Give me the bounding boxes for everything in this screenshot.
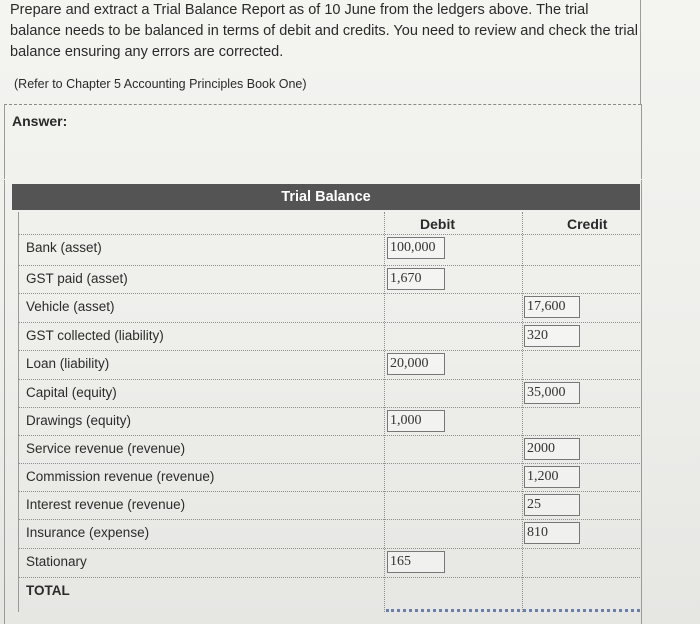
- row-divider: [18, 463, 640, 464]
- row-account-label: Insurance (expense): [26, 524, 150, 540]
- row-account-label: Bank (asset): [26, 239, 102, 255]
- credit-value-cell[interactable]: 25: [524, 494, 580, 516]
- row-account-label: GST paid (asset): [26, 270, 128, 286]
- row-divider: [18, 519, 640, 520]
- row-divider: [18, 350, 640, 351]
- bottom-dotted-border: [386, 609, 640, 616]
- grid-left-border: [18, 212, 19, 612]
- question-text: Prepare and extract a Trial Balance Report as of 10 June from the ledgers above. The trial balance needs to be balanced in terms of debit and credits. You need to review and check the trial balance ensuring any errors are corrected.: [10, 2, 638, 60]
- debit-value-cell[interactable]: 100,000: [387, 237, 445, 259]
- credit-value-cell[interactable]: 1,200: [524, 466, 580, 488]
- debit-value-cell[interactable]: 165: [387, 551, 445, 573]
- credit-column-header: Credit: [567, 216, 608, 232]
- grid-credit-divider: [522, 212, 523, 612]
- row-divider: [18, 265, 640, 266]
- answer-label: Answer:: [12, 113, 68, 129]
- row-account-label: Service revenue (revenue): [26, 440, 186, 456]
- credit-value-cell[interactable]: 35,000: [524, 382, 580, 404]
- row-divider: [18, 407, 640, 408]
- grid-debit-divider: [384, 212, 385, 612]
- row-divider: [18, 548, 640, 549]
- row-divider: [18, 491, 640, 492]
- row-account-label: Drawings (equity): [26, 412, 132, 428]
- credit-value-cell[interactable]: 17,600: [524, 296, 580, 318]
- chapter-reference-note: (Refer to Chapter 5 Accounting Principles Book One): [14, 77, 307, 91]
- credit-value-cell[interactable]: 2000: [524, 438, 580, 460]
- debit-value-cell[interactable]: 20,000: [387, 353, 445, 375]
- debit-value-cell[interactable]: 1,670: [387, 268, 445, 290]
- row-account-label: Commission revenue (revenue): [26, 468, 215, 484]
- debit-column-header: Debit: [420, 216, 455, 232]
- row-divider: [18, 577, 640, 578]
- row-divider: [18, 293, 640, 294]
- row-account-label: Stationary: [26, 553, 87, 569]
- row-account-label: Interest revenue (revenue): [26, 496, 186, 512]
- total-label: TOTAL: [26, 582, 70, 598]
- row-divider: [18, 322, 640, 323]
- credit-value-cell[interactable]: 320: [524, 325, 580, 347]
- row-divider: [18, 234, 640, 235]
- trial-balance-title: Trial Balance: [12, 184, 640, 210]
- row-account-label: Loan (liability): [26, 355, 110, 371]
- row-divider: [18, 379, 640, 380]
- credit-value-cell[interactable]: 810: [524, 522, 580, 544]
- row-divider: [18, 435, 640, 436]
- row-account-label: Capital (equity): [26, 384, 117, 400]
- debit-value-cell[interactable]: 1,000: [387, 410, 445, 432]
- row-account-label: Vehicle (asset): [26, 298, 115, 314]
- answer-box: [4, 104, 642, 179]
- row-account-label: GST collected (liability): [26, 327, 164, 343]
